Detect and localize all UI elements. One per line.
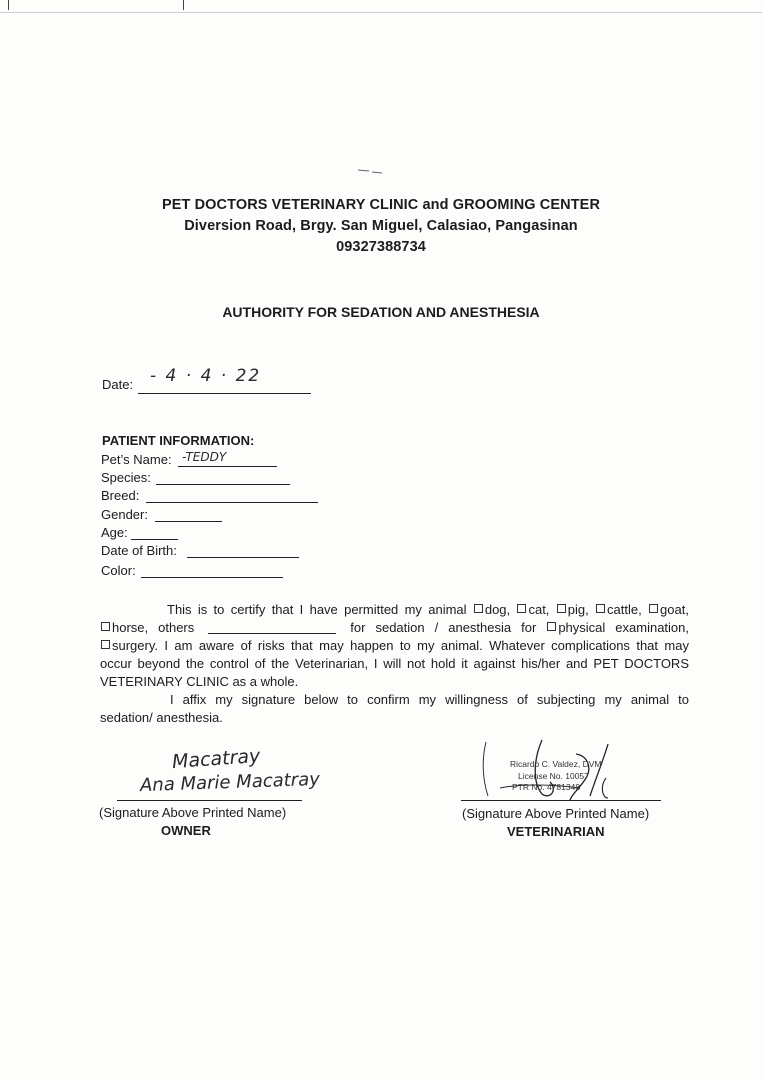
stamp-license: License No. 10057 <box>518 771 589 781</box>
consent-line-3: I am aware of risks that may happen to my animal. Whatever complications that may <box>164 638 689 653</box>
owner-signature-line <box>117 800 302 801</box>
corner-mark <box>8 0 9 10</box>
dob-label: Date of Birth: <box>101 543 177 558</box>
option-pig: pig, <box>567 602 589 617</box>
corner-mark <box>183 0 184 10</box>
checkbox-cat[interactable] <box>517 604 526 613</box>
age-label: Age: <box>101 525 128 540</box>
pets-name-underline <box>178 466 277 467</box>
species-label: Species: <box>101 470 151 485</box>
vet-stamp <box>480 738 610 802</box>
sedation-for-text: for sedation / anesthesia for <box>350 620 537 635</box>
option-horse: horse, others <box>112 620 195 635</box>
vet-signature-line <box>461 800 661 801</box>
vet-signature-label: (Signature Above Printed Name) <box>462 806 650 821</box>
clinic-address: Diversion Road, Brgy. San Miguel, Calasiao, Pangasinan <box>184 218 578 234</box>
color-field[interactable] <box>141 577 283 578</box>
owner-signature-label: (Signature Above Printed Name) <box>99 805 287 820</box>
patient-heading: PATIENT INFORMATION: <box>102 433 255 448</box>
clinic-name: PET DOCTORS VETERINARY CLINIC and GROOMING CENTER <box>161 197 601 213</box>
consent-paragraph <box>100 601 689 727</box>
age-field[interactable] <box>131 539 178 540</box>
consent-line-7: sedation/ anesthesia. <box>100 710 223 725</box>
stray-mark <box>357 168 383 174</box>
option-cat: cat, <box>528 602 550 617</box>
checkbox-surgery[interactable] <box>101 640 110 649</box>
consent-line-4: occur beyond the control of the Veterinarian, I will not hold it against his/her and PET DOCTORS <box>100 656 689 671</box>
owner-role: OWNER <box>161 823 211 838</box>
vet-role: VETERINARIAN <box>507 824 605 839</box>
species-field[interactable] <box>156 484 290 485</box>
checkbox-dog[interactable] <box>474 604 483 613</box>
option-physical: physical examination, <box>558 620 689 635</box>
option-dog: dog, <box>484 602 511 617</box>
date-label: Date: <box>102 377 134 392</box>
checkbox-pig[interactable] <box>557 604 566 613</box>
page-edge <box>0 12 762 13</box>
stamp-vet-name: Ricardo C. Valdez, DVM <box>510 759 602 769</box>
owner-printed-name[interactable]: Ana Marie Macatray <box>139 768 321 797</box>
checkbox-horse[interactable] <box>101 622 110 631</box>
option-cattle: cattle, <box>607 602 642 617</box>
consent-intro: This is to certify that I have permitted my animal <box>167 602 467 617</box>
pets-name-value[interactable]: -TEDDY <box>182 450 227 464</box>
breed-label: Breed: <box>101 488 140 503</box>
dob-field[interactable] <box>187 557 299 558</box>
others-field[interactable] <box>208 622 336 634</box>
option-surgery: surgery. <box>112 638 158 653</box>
breed-field[interactable] <box>146 502 318 503</box>
checkbox-physical[interactable] <box>547 622 556 631</box>
consent-line-5: VETERINARY CLINIC as a whole. <box>100 674 299 689</box>
pets-name-label: Pet’s Name: <box>101 452 172 467</box>
color-label: Color: <box>101 563 136 578</box>
gender-field[interactable] <box>155 521 222 522</box>
checkbox-goat[interactable] <box>649 604 658 613</box>
date-value[interactable]: - 4 · 4 · 22 <box>150 366 262 386</box>
consent-line-6: I affix my signature below to confirm my willingness of subjecting my animal to <box>170 692 689 707</box>
clinic-phone: 09327388734 <box>336 239 426 255</box>
option-goat: goat, <box>660 602 689 617</box>
owner-signature[interactable]: Macatray <box>171 744 261 774</box>
checkbox-cattle[interactable] <box>596 604 605 613</box>
form-title: AUTHORITY FOR SEDATION AND ANESTHESIA <box>222 304 540 320</box>
stamp-ptr: PTR No. 4781348 <box>512 782 581 792</box>
gender-label: Gender: <box>101 507 148 522</box>
date-underline <box>138 393 311 394</box>
